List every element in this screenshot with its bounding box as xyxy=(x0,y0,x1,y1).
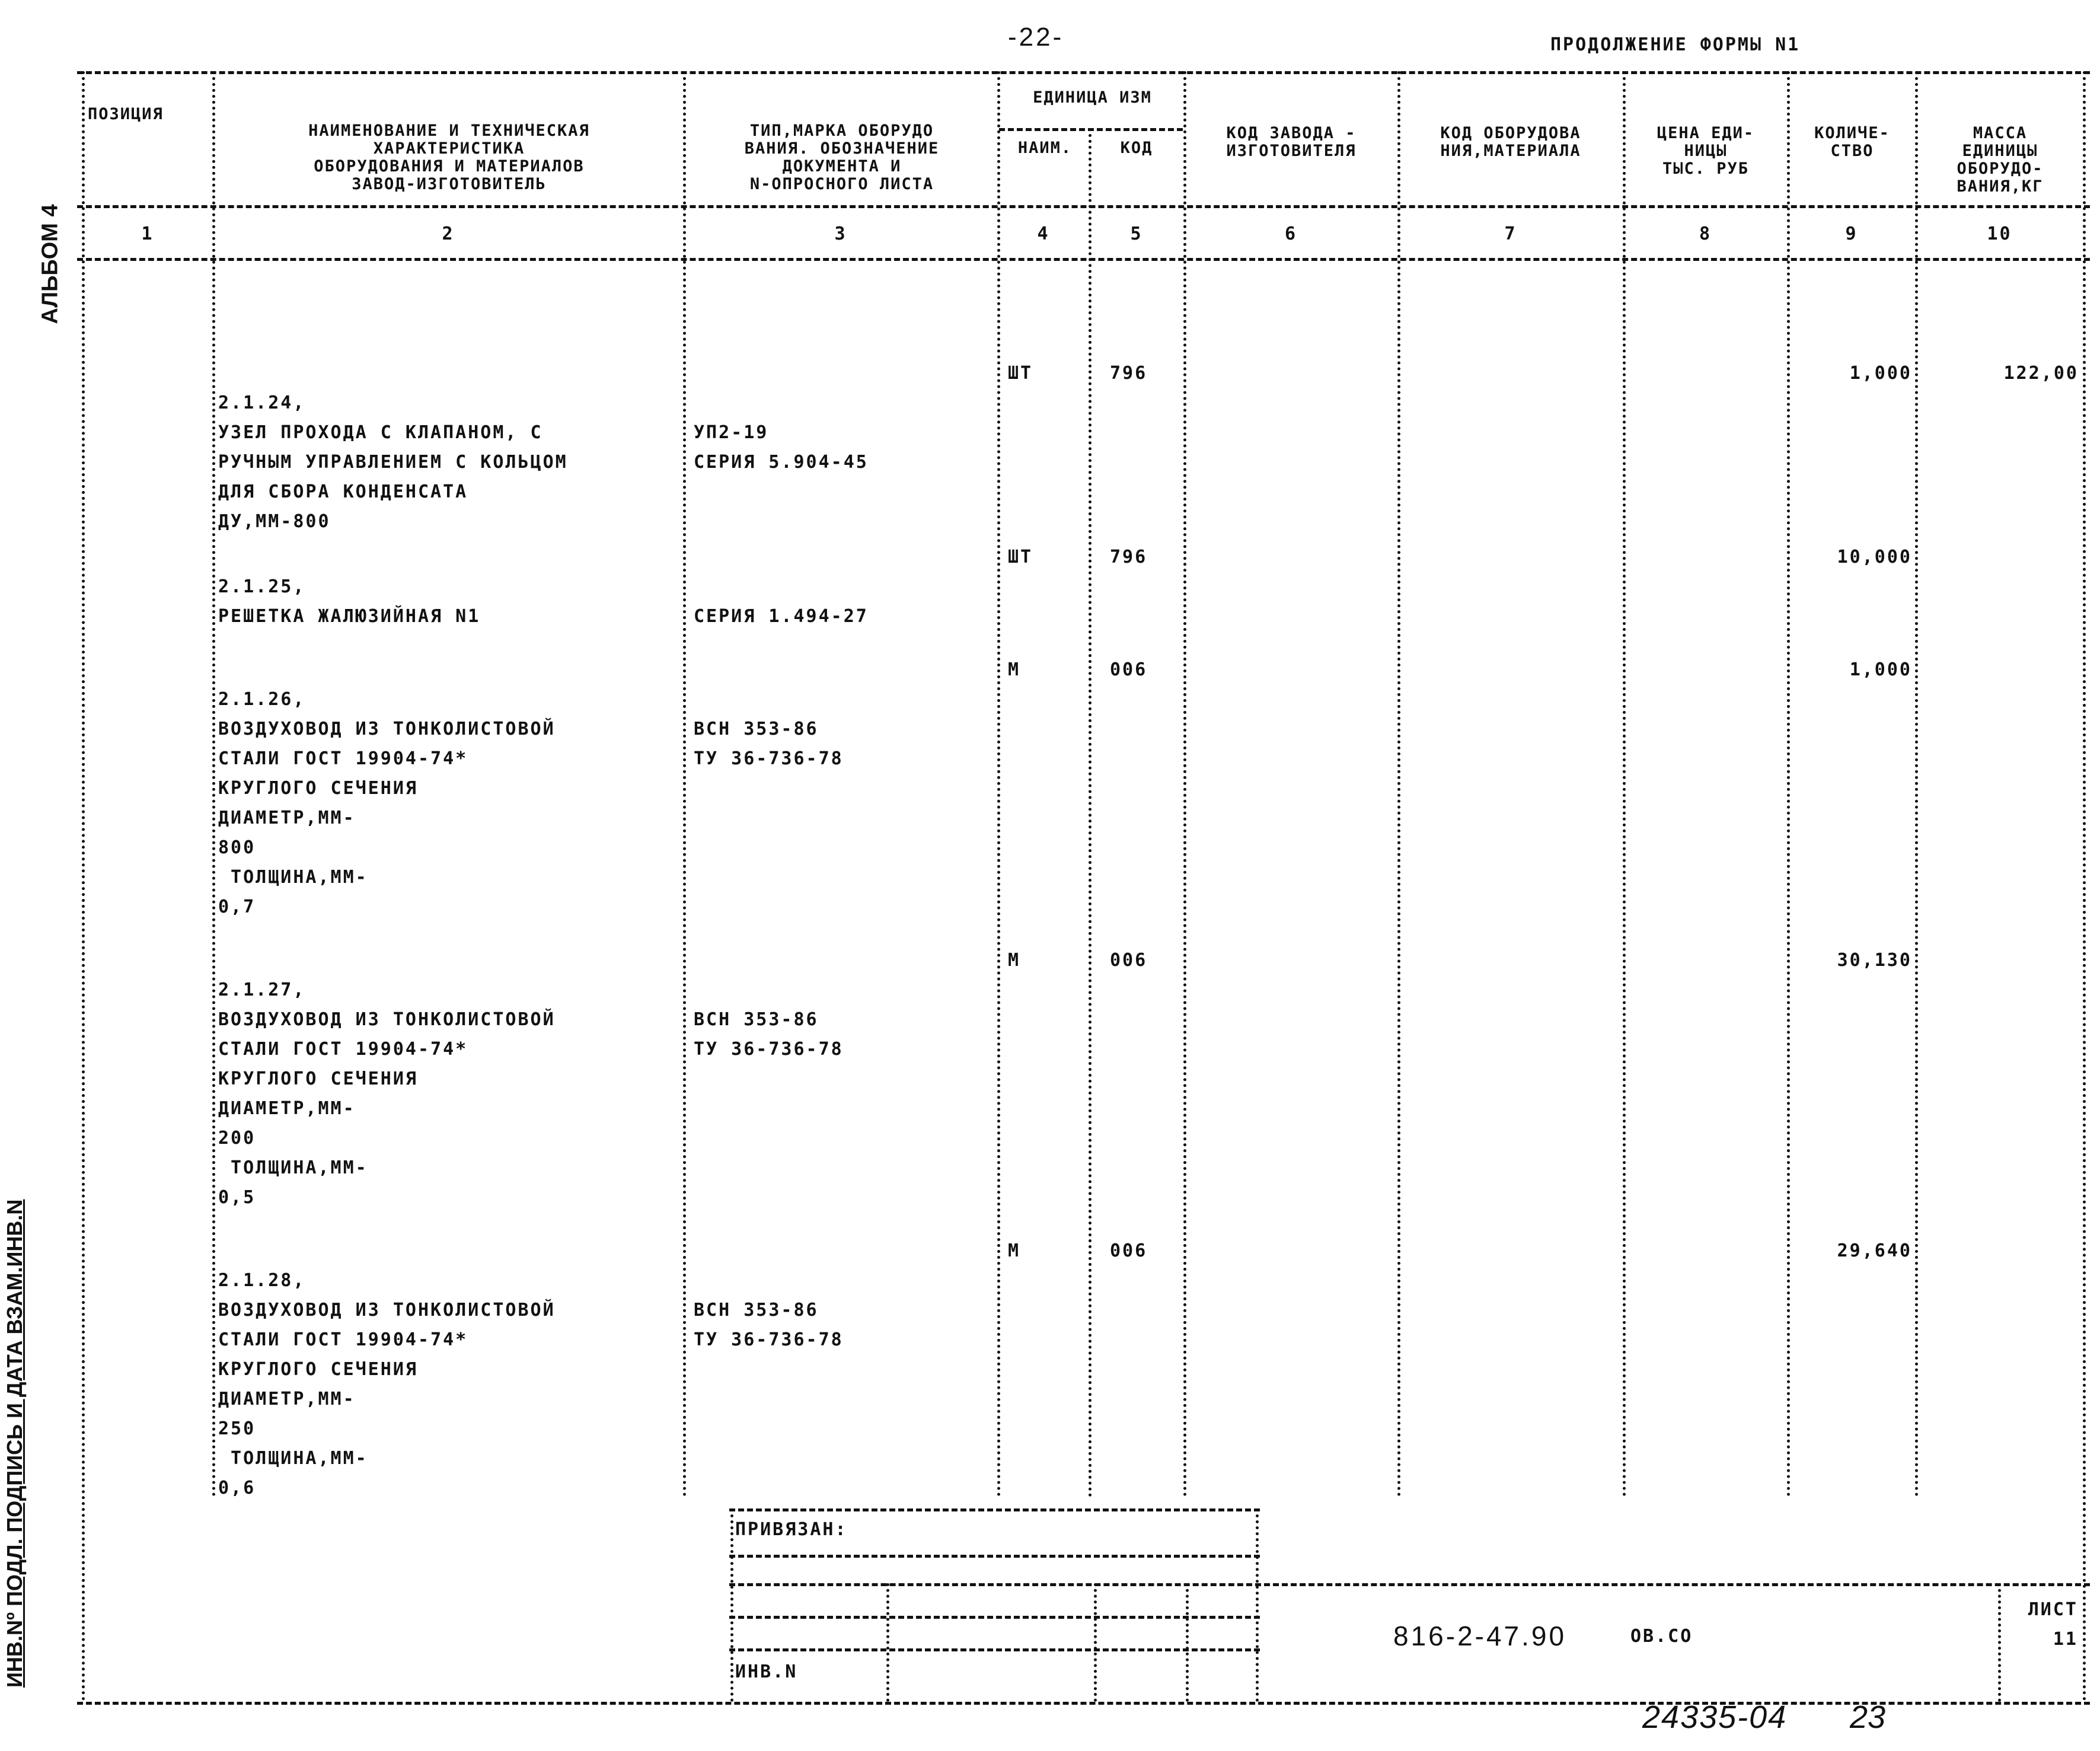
stamp-rule-4 xyxy=(729,1616,1260,1619)
header-col8: ЦЕНА ЕДИ- НИЦЫ ТЫС. РУБ xyxy=(1657,124,1755,178)
side-stamp-label: ИНВ.Nº ПОДЛ. ПОДПИСЬ И ДАТА ВЗАМ.ИНВ.N xyxy=(2,1199,27,1688)
row-type-block: ВСН 353-86 ТУ 36-736-78 xyxy=(694,1009,844,1060)
stamp-right-border xyxy=(1256,1508,1259,1702)
colnum-5: 5 xyxy=(1130,224,1143,244)
colnum-7: 7 xyxy=(1504,224,1517,244)
row-type-block: ВСН 353-86 ТУ 36-736-78 xyxy=(694,1300,844,1350)
row-name-block: 2.1.27, ВОЗДУХОВОД ИЗ ТОНКОЛИСТОВОЙ СТАЛИ ГОСТ 19904-74* КРУГЛОГО СЕЧЕНИЯ ДИАМЕТР,ММ- 200 ТОЛЩИНА,ММ- 0,5 xyxy=(218,980,556,1208)
row-qty: 1,000 xyxy=(1849,363,1912,384)
row-qty: 30,130 xyxy=(1837,950,1912,971)
header-col6: КОД ЗАВОДА - ИЗГОТОВИТЕЛЯ xyxy=(1226,124,1357,160)
colnum-2: 2 xyxy=(442,224,455,244)
row-name-block: 2.1.26, ВОЗДУХОВОД ИЗ ТОНКОЛИСТОВОЙ СТАЛИ ГОСТ 19904-74* КРУГЛОГО СЕЧЕНИЯ ДИАМЕТР,ММ- 800 ТОЛЩИНА,ММ- 0,7 xyxy=(218,689,556,917)
row-unit: М xyxy=(1008,950,1021,971)
row-name-block: 2.1.24, УЗЕЛ ПРОХОДА С КЛАПАНОМ, С РУЧНЫМ УПРАВЛЕНИЕМ С КОЛЬЦОМ ДЛЯ СБОРА КОНДЕНСАТА ДУ,ММ-800 xyxy=(218,393,568,532)
row-qty: 29,640 xyxy=(1837,1240,1912,1261)
header-col1: ПОЗИЦИЯ xyxy=(88,105,164,123)
row-code: 006 xyxy=(1110,659,1148,680)
sep-5-6 xyxy=(1183,71,1186,1497)
doc-code: 816-2-47.90 xyxy=(1393,1621,1567,1651)
inv-label: ИНВ.N xyxy=(735,1661,798,1682)
row-type-block: УП2-19 СЕРИЯ 5.904-45 xyxy=(694,422,869,473)
header-col7: КОД ОБОРУДОВА НИЯ,МАТЕРИАЛА xyxy=(1440,124,1581,160)
doc-suffix: ОВ.СО xyxy=(1630,1626,1693,1647)
colnum-1: 1 xyxy=(141,224,154,244)
row-type-block: ВСН 353-86 ТУ 36-736-78 xyxy=(694,719,844,769)
header-unit-group: ЕДИНИЦА ИЗМ xyxy=(1033,88,1152,107)
row-code: 796 xyxy=(1110,363,1148,384)
row-unit: ШТ xyxy=(1008,547,1033,567)
row-unit: М xyxy=(1008,1240,1021,1261)
stamp-rule-3 xyxy=(729,1583,2090,1586)
row-mass: 122,00 xyxy=(2003,363,2079,384)
row-code: 006 xyxy=(1110,1240,1148,1261)
row-name-block: 2.1.28, ВОЗДУХОВОД ИЗ ТОНКОЛИСТОВОЙ СТАЛИ ГОСТ 19904-74* КРУГЛОГО СЕЧЕНИЯ ДИАМЕТР,ММ- 250 ТОЛЩИНА,ММ- 0,6 xyxy=(218,1270,556,1498)
header-col2: НАИМЕНОВАНИЕ И ТЕХНИЧЕСКАЯ ХАРАКТЕРИСТИКА ОБОРУДОВАНИЯ И МАТЕРИАЛОВ ЗАВОД-ИЗГОТОВИТЕЛЬ xyxy=(308,122,590,193)
stamp-rule-2 xyxy=(729,1555,1260,1558)
sep-9-10 xyxy=(1915,71,1918,1497)
row-type-block: СЕРИЯ 1.494-27 xyxy=(694,606,869,627)
stamp-rule-5 xyxy=(729,1648,1260,1651)
sep-1-2 xyxy=(212,71,215,1497)
stamp-left-border xyxy=(730,1508,733,1702)
sheet-label: ЛИСТ xyxy=(2028,1599,2078,1620)
sheet-sep xyxy=(1998,1583,2001,1702)
row-unit: ШТ xyxy=(1008,363,1033,384)
header-col10: МАССА ЕДИНИЦЫ ОБОРУДО- ВАНИЯ,КГ xyxy=(1957,124,2044,196)
row-qty: 1,000 xyxy=(1849,659,1912,680)
right-border xyxy=(2083,71,2086,1702)
sep-4-5 xyxy=(1089,128,1092,1498)
colnum-8: 8 xyxy=(1699,224,1712,244)
sep-7-8 xyxy=(1623,71,1626,1497)
table-bottom-rule xyxy=(77,1702,2090,1705)
header-col3: ТИП,МАРКА ОБОРУДО ВАНИЯ. ОБОЗНАЧЕНИЕ ДОКУМЕНТА И N-ОПРОСНОГО ЛИСТА xyxy=(744,122,940,193)
colnum-4: 4 xyxy=(1037,224,1050,244)
row-qty: 10,000 xyxy=(1837,547,1912,567)
sep-6-7 xyxy=(1397,71,1400,1497)
side-album-label: АЛЬБОМ 4 xyxy=(37,204,63,324)
left-border xyxy=(82,71,85,1702)
archive-number: 24335-04 xyxy=(1642,1699,1788,1735)
row-code: 006 xyxy=(1110,950,1148,971)
row-unit: М xyxy=(1008,659,1021,680)
header-col9: КОЛИЧЕ- СТВО xyxy=(1814,124,1890,160)
header-col5: КОД xyxy=(1120,139,1153,157)
sep-8-9 xyxy=(1787,71,1790,1497)
archive-page: 23 xyxy=(1850,1699,1886,1735)
colnum-9: 9 xyxy=(1845,224,1858,244)
stamp-sep-c xyxy=(1186,1583,1189,1702)
header-col4: НАИМ. xyxy=(1017,139,1073,157)
row-name-block: 2.1.25, РЕШЕТКА ЖАЛЮЗИЙНАЯ N1 xyxy=(218,576,481,627)
sep-2-3 xyxy=(683,71,686,1497)
stamp-sep-b xyxy=(1094,1583,1097,1702)
colnum-3: 3 xyxy=(834,224,847,244)
privyazan-label: ПРИВЯЗАН: xyxy=(735,1519,848,1540)
stamp-top-rule xyxy=(729,1508,1260,1511)
sep-3-4 xyxy=(997,71,1000,1497)
colnum-6: 6 xyxy=(1284,224,1298,244)
stamp-sep-a xyxy=(886,1583,889,1702)
page-number: -22- xyxy=(1008,23,1064,52)
row-code: 796 xyxy=(1110,547,1148,567)
sheet-number: 11 xyxy=(2053,1629,2078,1650)
colnum-10: 10 xyxy=(1987,224,2012,244)
form-title: ПРОДОЛЖЕНИЕ ФОРМЫ N1 xyxy=(1550,34,1801,55)
